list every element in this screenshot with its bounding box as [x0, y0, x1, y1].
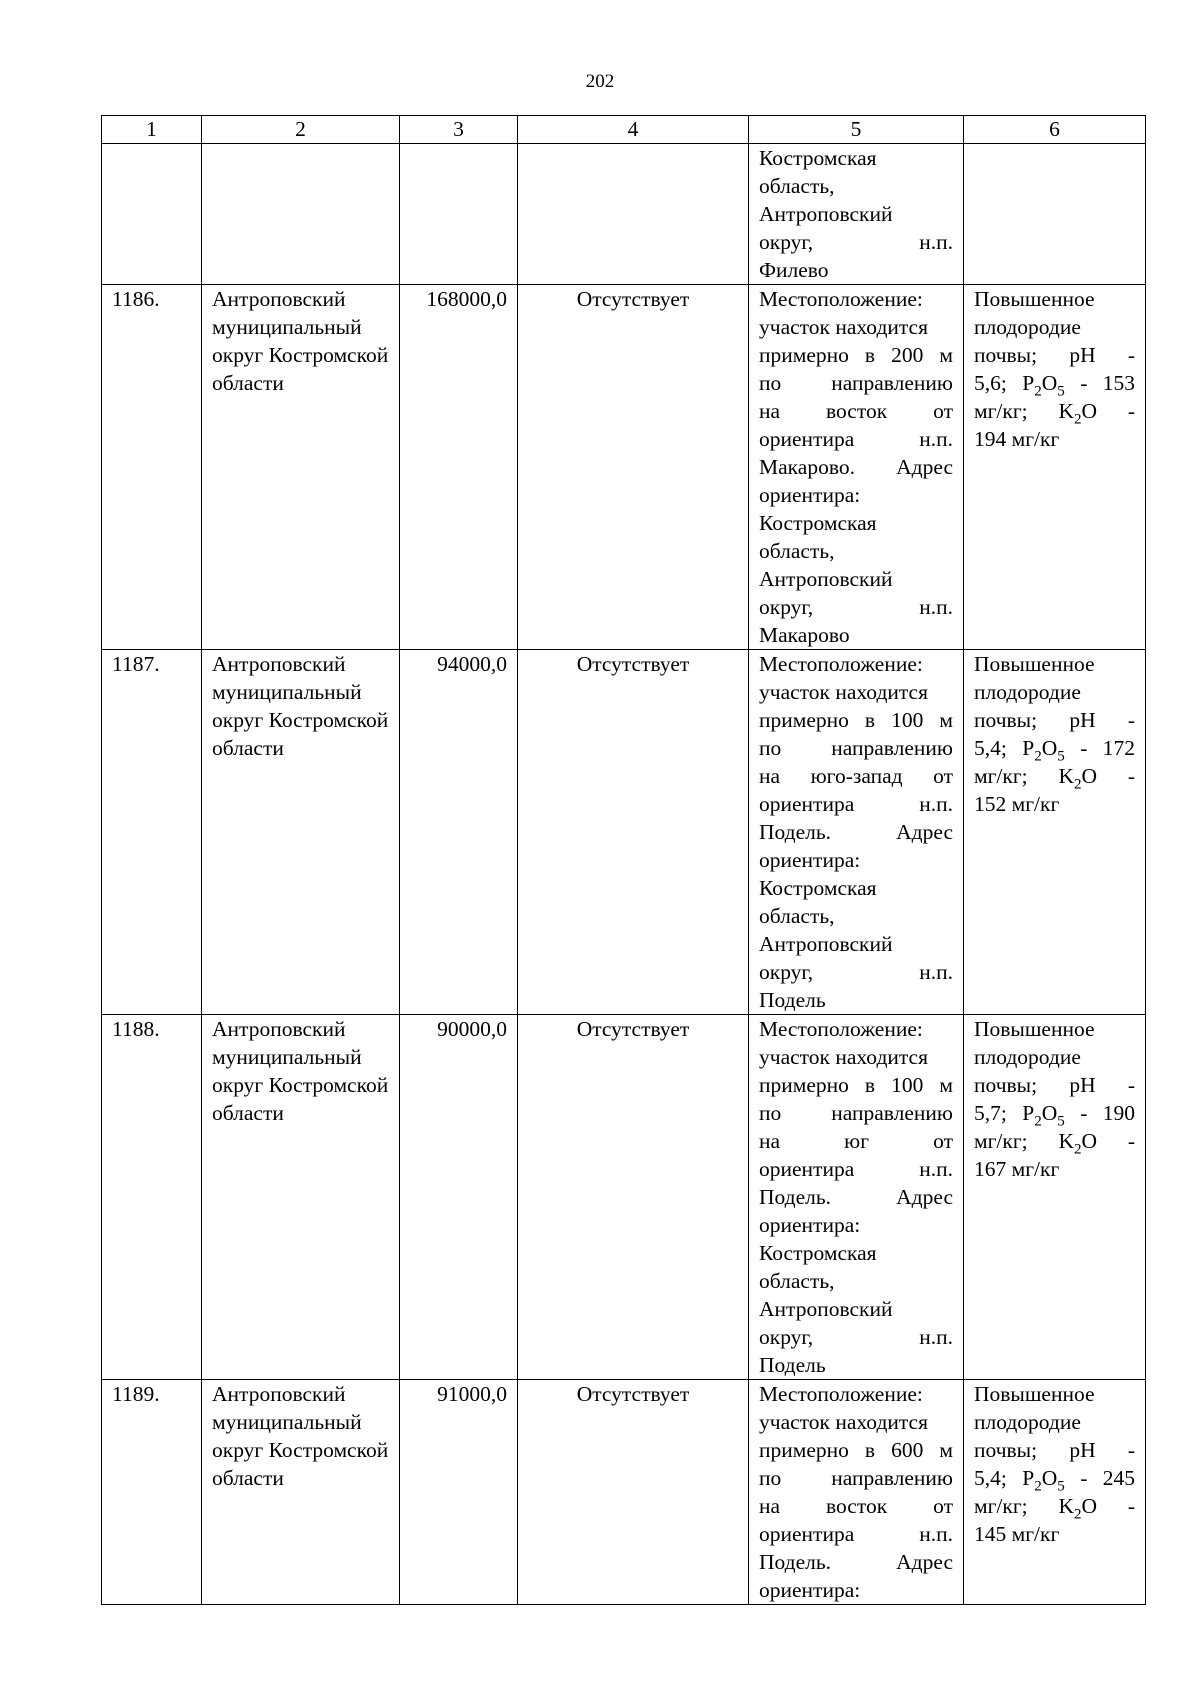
text-line: ориентира: — [759, 1213, 861, 1237]
text-line: ориентира: — [759, 483, 861, 507]
text-line: область, — [759, 174, 835, 198]
text-line: Местоположение: — [759, 1382, 923, 1406]
text-line: мг/кг; $K_2O$ - — [974, 1494, 1135, 1523]
text-line: почвы; pH - — [974, 1438, 1135, 1462]
row-number: 1188. — [102, 1015, 202, 1380]
text-line: почвы; pH - — [974, 1073, 1135, 1097]
table-row — [102, 1015, 1146, 1380]
municipality-cell: Антроповский муниципальный округ Костромской области — [202, 285, 400, 650]
text-line: примерно в 200 м — [759, 343, 953, 367]
text-line: ориентира н.п. — [759, 1157, 953, 1181]
text-line: участок находится — [759, 1410, 928, 1434]
characteristics-cell — [964, 1015, 1146, 1380]
text-line: 194 мг/кг — [974, 427, 1060, 451]
municipality-cell: Антроповский муниципальный округ Костромской области — [202, 1015, 400, 1380]
text-line: 5,4; $P_2O_5 - 172$ — [974, 736, 1135, 765]
page-number: 202 — [585, 71, 615, 92]
text-line: округ, н.п. — [759, 960, 953, 984]
location-cell — [749, 650, 964, 1015]
text-line: плодородие — [974, 680, 1081, 704]
location-cell — [749, 1380, 964, 1605]
area-cell: 94000,0 — [400, 650, 518, 1015]
text-line: участок находится — [759, 315, 928, 339]
text-line: Повышенное — [974, 1017, 1095, 1041]
text-line: Подель. Адрес — [759, 1550, 953, 1574]
text-line: округ, н.п. — [759, 1325, 953, 1349]
text-line: область, — [759, 904, 835, 928]
text-line: по направлению — [759, 371, 953, 395]
text-line: 5,7; $P_2O_5 - 190$ — [974, 1101, 1135, 1130]
text-line: по направлению — [759, 736, 953, 760]
table-row — [102, 650, 1146, 1015]
text-line: участок находится — [759, 680, 928, 704]
encumbrance-cell: Отсутствует — [518, 285, 749, 650]
encumbrance-cell: Отсутствует — [518, 1380, 749, 1605]
text-line: 145 мг/кг — [974, 1522, 1060, 1546]
text-line: Подель — [759, 988, 826, 1012]
row-number: 1189. — [102, 1380, 202, 1605]
text-line: примерно в 600 м — [759, 1438, 953, 1462]
header-cell-5: 5 — [749, 116, 964, 144]
municipality-cell: Антроповский муниципальный округ Костромской области — [202, 650, 400, 1015]
text-line: почвы; pH - — [974, 343, 1135, 367]
text-line: ориентира: — [759, 848, 861, 872]
text-line: Костромская — [759, 146, 877, 170]
text-line: ориентира н.п. — [759, 427, 953, 451]
text-line: область, — [759, 539, 835, 563]
text-line: округ, н.п. — [759, 230, 953, 254]
text-line: Повышенное — [974, 1382, 1095, 1406]
text-line: плодородие — [974, 315, 1081, 339]
text-line: плодородие — [974, 1410, 1081, 1434]
municipality-cell: Антроповский муниципальный округ Костромской области — [202, 1380, 400, 1605]
text-line: Местоположение: — [759, 652, 923, 676]
location-cell — [749, 285, 964, 650]
text-line: Антроповский — [759, 567, 893, 591]
text-line: ориентира н.п. — [759, 792, 953, 816]
area-cell: 168000,0 — [400, 285, 518, 650]
text-line: почвы; pH - — [974, 708, 1135, 732]
characteristics-cell — [964, 285, 1146, 650]
text-line: Подель. Адрес — [759, 1185, 953, 1209]
text-line: Костромская — [759, 876, 877, 900]
text-line: мг/кг; $K_2O$ - — [974, 1129, 1135, 1158]
text-line: 167 мг/кг — [974, 1157, 1060, 1181]
row-number: 1187. — [102, 650, 202, 1015]
text-line: Антроповский — [759, 932, 893, 956]
text-line: на юго-запад от — [759, 764, 953, 788]
text-line: Подель. Адрес — [759, 820, 953, 844]
text-line: мг/кг; $K_2O$ - — [974, 764, 1135, 793]
continuation-location — [749, 144, 964, 285]
text-line: участок находится — [759, 1045, 928, 1069]
text-line: мг/кг; $K_2O$ - — [974, 399, 1135, 428]
text-line: плодородие — [974, 1045, 1081, 1069]
land-plots-table — [101, 115, 1146, 1605]
continuation-row — [102, 144, 1146, 285]
text-line: Антроповский — [759, 202, 893, 226]
text-line: Местоположение: — [759, 287, 923, 311]
text-line: на юг от — [759, 1129, 953, 1153]
text-line: округ, н.п. — [759, 595, 953, 619]
row-number: 1186. — [102, 285, 202, 650]
encumbrance-cell: Отсутствует — [518, 650, 749, 1015]
table-row — [102, 1380, 1146, 1605]
text-line: примерно в 100 м — [759, 708, 953, 732]
text-line: по направлению — [759, 1101, 953, 1125]
text-line: Местоположение: — [759, 1017, 923, 1041]
header-cell-6: 6 — [964, 116, 1146, 144]
area-cell: 91000,0 — [400, 1380, 518, 1605]
text-line: Подель — [759, 1353, 826, 1377]
text-line: Филево — [759, 258, 829, 282]
text-line: 5,4; $P_2O_5 - 245$ — [974, 1466, 1135, 1495]
text-line: Антроповский — [759, 1297, 893, 1321]
text-line: область, — [759, 1269, 835, 1293]
text-line: примерно в 100 м — [759, 1073, 953, 1097]
text-line: Повышенное — [974, 287, 1095, 311]
text-line: ориентира: — [759, 1578, 861, 1602]
text-line: по направлению — [759, 1466, 953, 1490]
text-line: Костромская — [759, 1241, 877, 1265]
header-cell-1: 1 — [102, 116, 202, 144]
text-line: ориентира н.п. — [759, 1522, 953, 1546]
header-cell-2: 2 — [202, 116, 400, 144]
header-row — [102, 116, 1146, 144]
header-cell-3: 3 — [400, 116, 518, 144]
text-line: на восток от — [759, 399, 953, 423]
text-line: Костромская — [759, 511, 877, 535]
text-line: Макарово. Адрес — [759, 455, 953, 479]
location-cell — [749, 1015, 964, 1380]
text-line: Макарово — [759, 623, 850, 647]
table-row — [102, 285, 1146, 650]
text-line: на восток от — [759, 1494, 953, 1518]
encumbrance-cell: Отсутствует — [518, 1015, 749, 1380]
characteristics-cell — [964, 650, 1146, 1015]
characteristics-cell — [964, 1380, 1146, 1605]
area-cell: 90000,0 — [400, 1015, 518, 1380]
text-line: 152 мг/кг — [974, 792, 1060, 816]
header-cell-4: 4 — [518, 116, 749, 144]
text-line: 5,6; $P_2O_5 - 153$ — [974, 371, 1135, 400]
text-line: Повышенное — [974, 652, 1095, 676]
